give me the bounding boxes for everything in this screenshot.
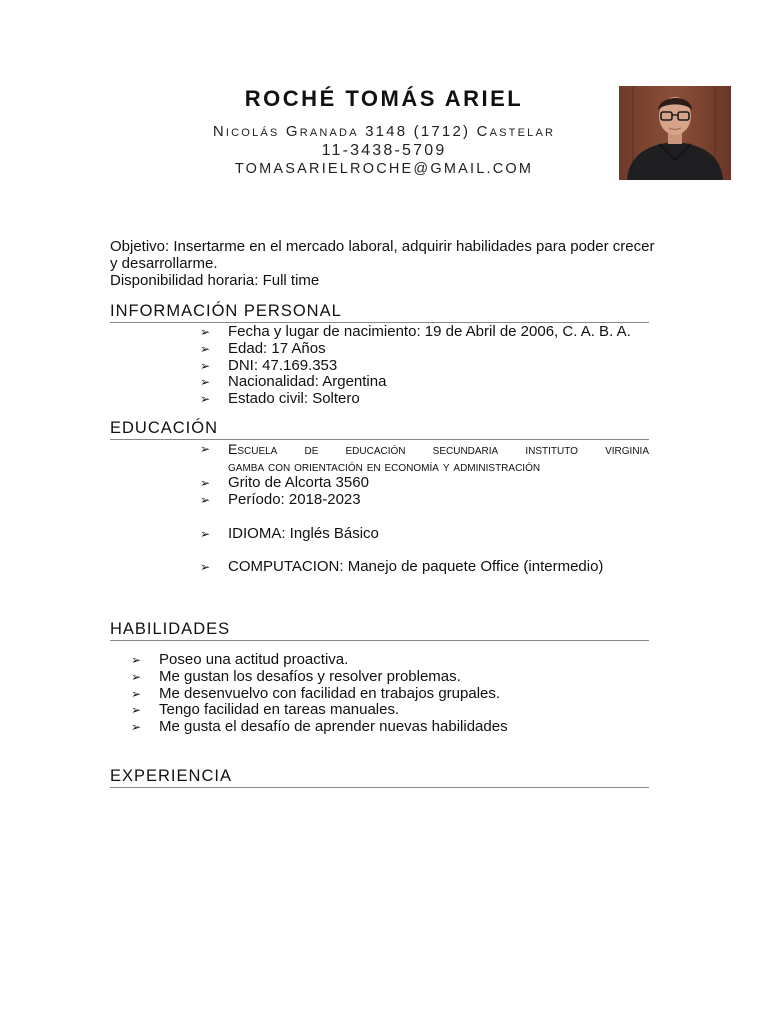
profile-photo xyxy=(619,86,731,180)
list-item: ➢ Período: 2018-2023 xyxy=(200,490,361,508)
list-item: ➢ IDIOMA: Inglés Básico xyxy=(200,524,379,542)
list-item: ➢ Me desenvuelvo con facilidad en trabajos grupales. xyxy=(131,684,501,702)
skills-list xyxy=(131,652,651,736)
address-line: Nicolás Granada 3148 (1712) Castelar xyxy=(212,123,556,140)
availability-text: Disponibilidad horaria: Full time xyxy=(110,272,320,289)
section-heading-personal: INFORMACIÓN PERSONAL xyxy=(110,301,649,323)
arrowhead-bullet-icon: ➢ xyxy=(200,392,211,407)
school-item xyxy=(200,441,649,475)
list-item: ➢ Fecha y lugar de nacimiento: 19 de Abril de 2006, C. A. B. A. xyxy=(200,323,631,340)
arrowhead-bullet-icon: ➢ xyxy=(131,669,142,684)
phone-line: 11-3438-5709 xyxy=(321,142,447,159)
arrowhead-bullet-icon: ➢ xyxy=(131,703,142,718)
list-item: ➢ Grito de Alcorta 3560 xyxy=(200,474,369,491)
arrowhead-bullet-icon: ➢ xyxy=(200,560,211,575)
list-item: ➢ Poseo una actitud proactiva. xyxy=(131,651,349,668)
school-name-line2: gamba con orientación en economía y administración xyxy=(228,458,541,474)
section-heading-skills: HABILIDADES xyxy=(110,619,649,641)
section-heading-experience: EXPERIENCIA xyxy=(110,766,649,788)
list-item: ➢ COMPUTACION: Manejo de paquete Office (intermedio) xyxy=(200,558,604,576)
list-item: ➢ Me gusta el desafío de aprender nuevas habilidades xyxy=(131,718,508,736)
arrowhead-bullet-icon: ➢ xyxy=(131,686,142,701)
list-item: ➢ Nacionalidad: Argentina xyxy=(200,373,387,391)
list-item: ➢ DNI: 47.169.353 xyxy=(200,356,338,374)
arrowhead-bullet-icon: ➢ xyxy=(200,341,211,356)
arrowhead-bullet-icon: ➢ xyxy=(200,476,211,490)
list-item: ➢ Tengo facilidad en tareas manuales. xyxy=(131,701,400,719)
personal-info-list xyxy=(200,324,660,408)
arrowhead-bullet-icon: ➢ xyxy=(131,720,142,735)
candidate-name: ROCHÉ TOMÁS ARIEL xyxy=(244,86,524,111)
arrowhead-bullet-icon: ➢ xyxy=(200,442,211,456)
arrowhead-bullet-icon: ➢ xyxy=(200,358,211,373)
arrowhead-bullet-icon: ➢ xyxy=(200,375,211,390)
arrowhead-bullet-icon: ➢ xyxy=(131,653,142,667)
list-item: ➢ Estado civil: Soltero xyxy=(200,390,360,408)
email-line: TOMASARIELROCHE@GMAIL.COM xyxy=(234,161,534,177)
education-list xyxy=(200,441,649,576)
arrowhead-bullet-icon: ➢ xyxy=(200,526,211,541)
school-name-line1: Escuela de educación secundaria instituto virginia xyxy=(228,441,649,457)
objective-text: Objetivo: Insertarme en el mercado laboral, adquirir habilidades para poder crecer y desarrollarme. xyxy=(110,238,655,272)
list-item: ➢ Edad: 17 Años xyxy=(200,339,326,357)
arrowhead-bullet-icon: ➢ xyxy=(200,492,211,507)
list-item: ➢ Me gustan los desafíos y resolver problemas. xyxy=(131,667,461,685)
section-heading-education: EDUCACIÓN xyxy=(110,418,649,440)
arrowhead-bullet-icon: ➢ xyxy=(200,325,211,339)
